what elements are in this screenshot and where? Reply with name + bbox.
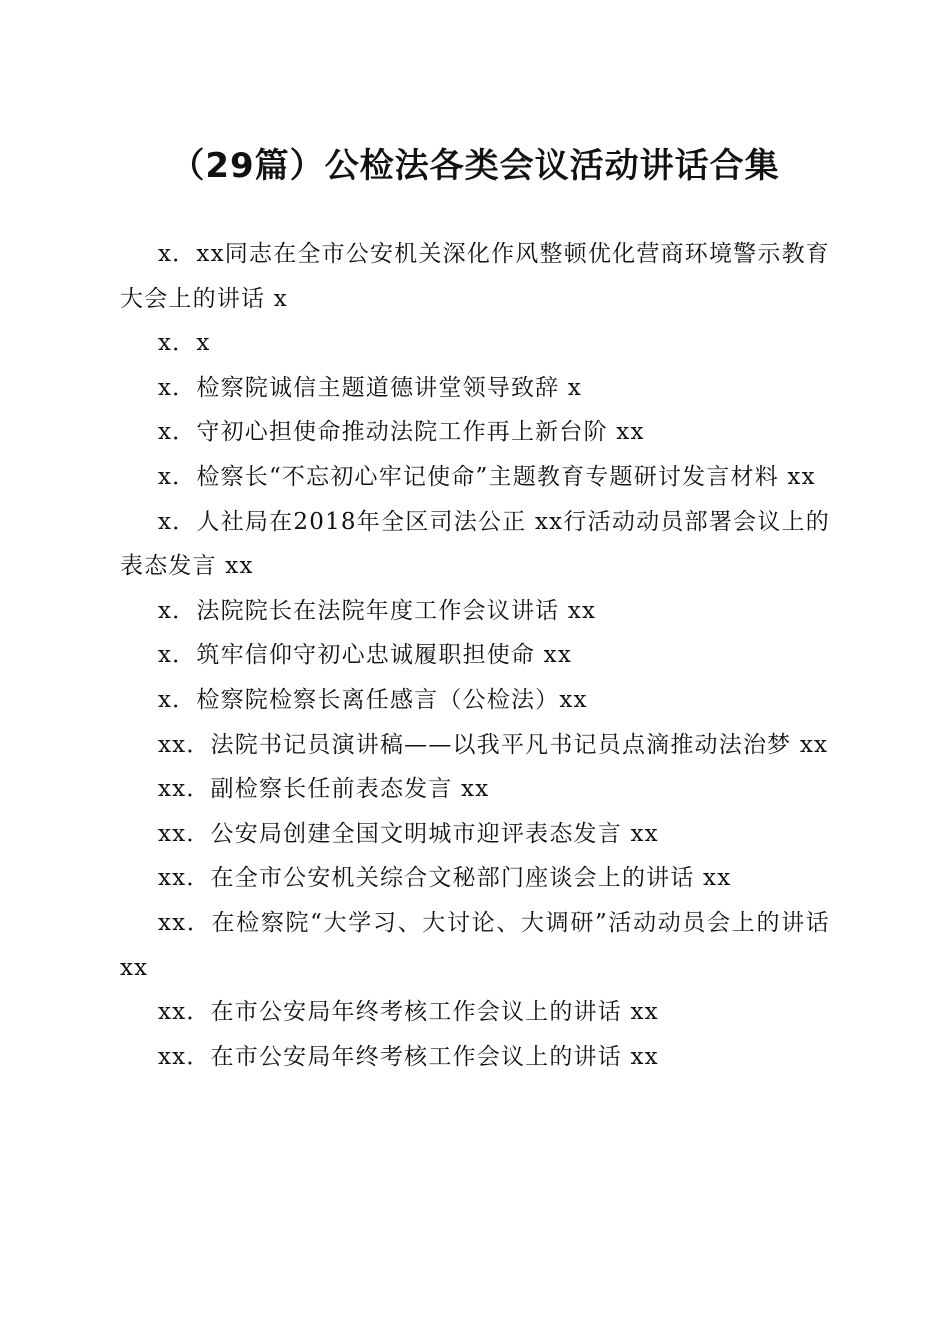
list-item: x．人社局在2018年全区司法公正 xx行活动动员部署会议上的表态发言 xx bbox=[120, 508, 830, 580]
list-item: xx．在市公安局年终考核工作会议上的讲话 xx bbox=[158, 1043, 659, 1070]
list-item: x．x bbox=[158, 330, 211, 357]
list-item: x．守初心担使命推动法院工作再上新台阶 xx bbox=[158, 419, 645, 446]
list-item: x．筑牢信仰守初心忠诚履职担使命 xx bbox=[158, 642, 573, 669]
list-item: xx．在检察院“大学习、大讨论、大调研”活动动员会上的讲话 xx bbox=[120, 909, 830, 981]
list-item: xx．在全市公安机关综合文秘部门座谈会上的讲话 xx bbox=[158, 865, 732, 892]
list-item: xx．在市公安局年终考核工作会议上的讲话 xx bbox=[158, 999, 659, 1026]
document-title: （29篇）公检法各类会议活动讲话合集 bbox=[170, 146, 780, 186]
list-item: x．检察院检察长离任感言（公检法）xx bbox=[158, 686, 588, 713]
list-item: x．xx同志在全市公安机关深化作风整顿优化营商环境警示教育大会上的讲话 x bbox=[120, 241, 830, 312]
list-item: xx．法院书记员演讲稿——以我平凡书记员点滴推动法治梦 xx bbox=[158, 731, 829, 758]
entry-list bbox=[120, 232, 830, 1079]
list-item: x．检察院诚信主题道德讲堂领导致辞 x bbox=[158, 374, 583, 401]
list-item: xx．公安局创建全国文明城市迎评表态发言 xx bbox=[158, 820, 659, 847]
list-item: x．检察长“不忘初心牢记使命”主题教育专题研讨发言材料 xx bbox=[158, 463, 816, 490]
list-item: x．法院院长在法院年度工作会议讲话 xx bbox=[158, 597, 597, 624]
list-item: xx．副检察长任前表态发言 xx bbox=[158, 776, 490, 803]
